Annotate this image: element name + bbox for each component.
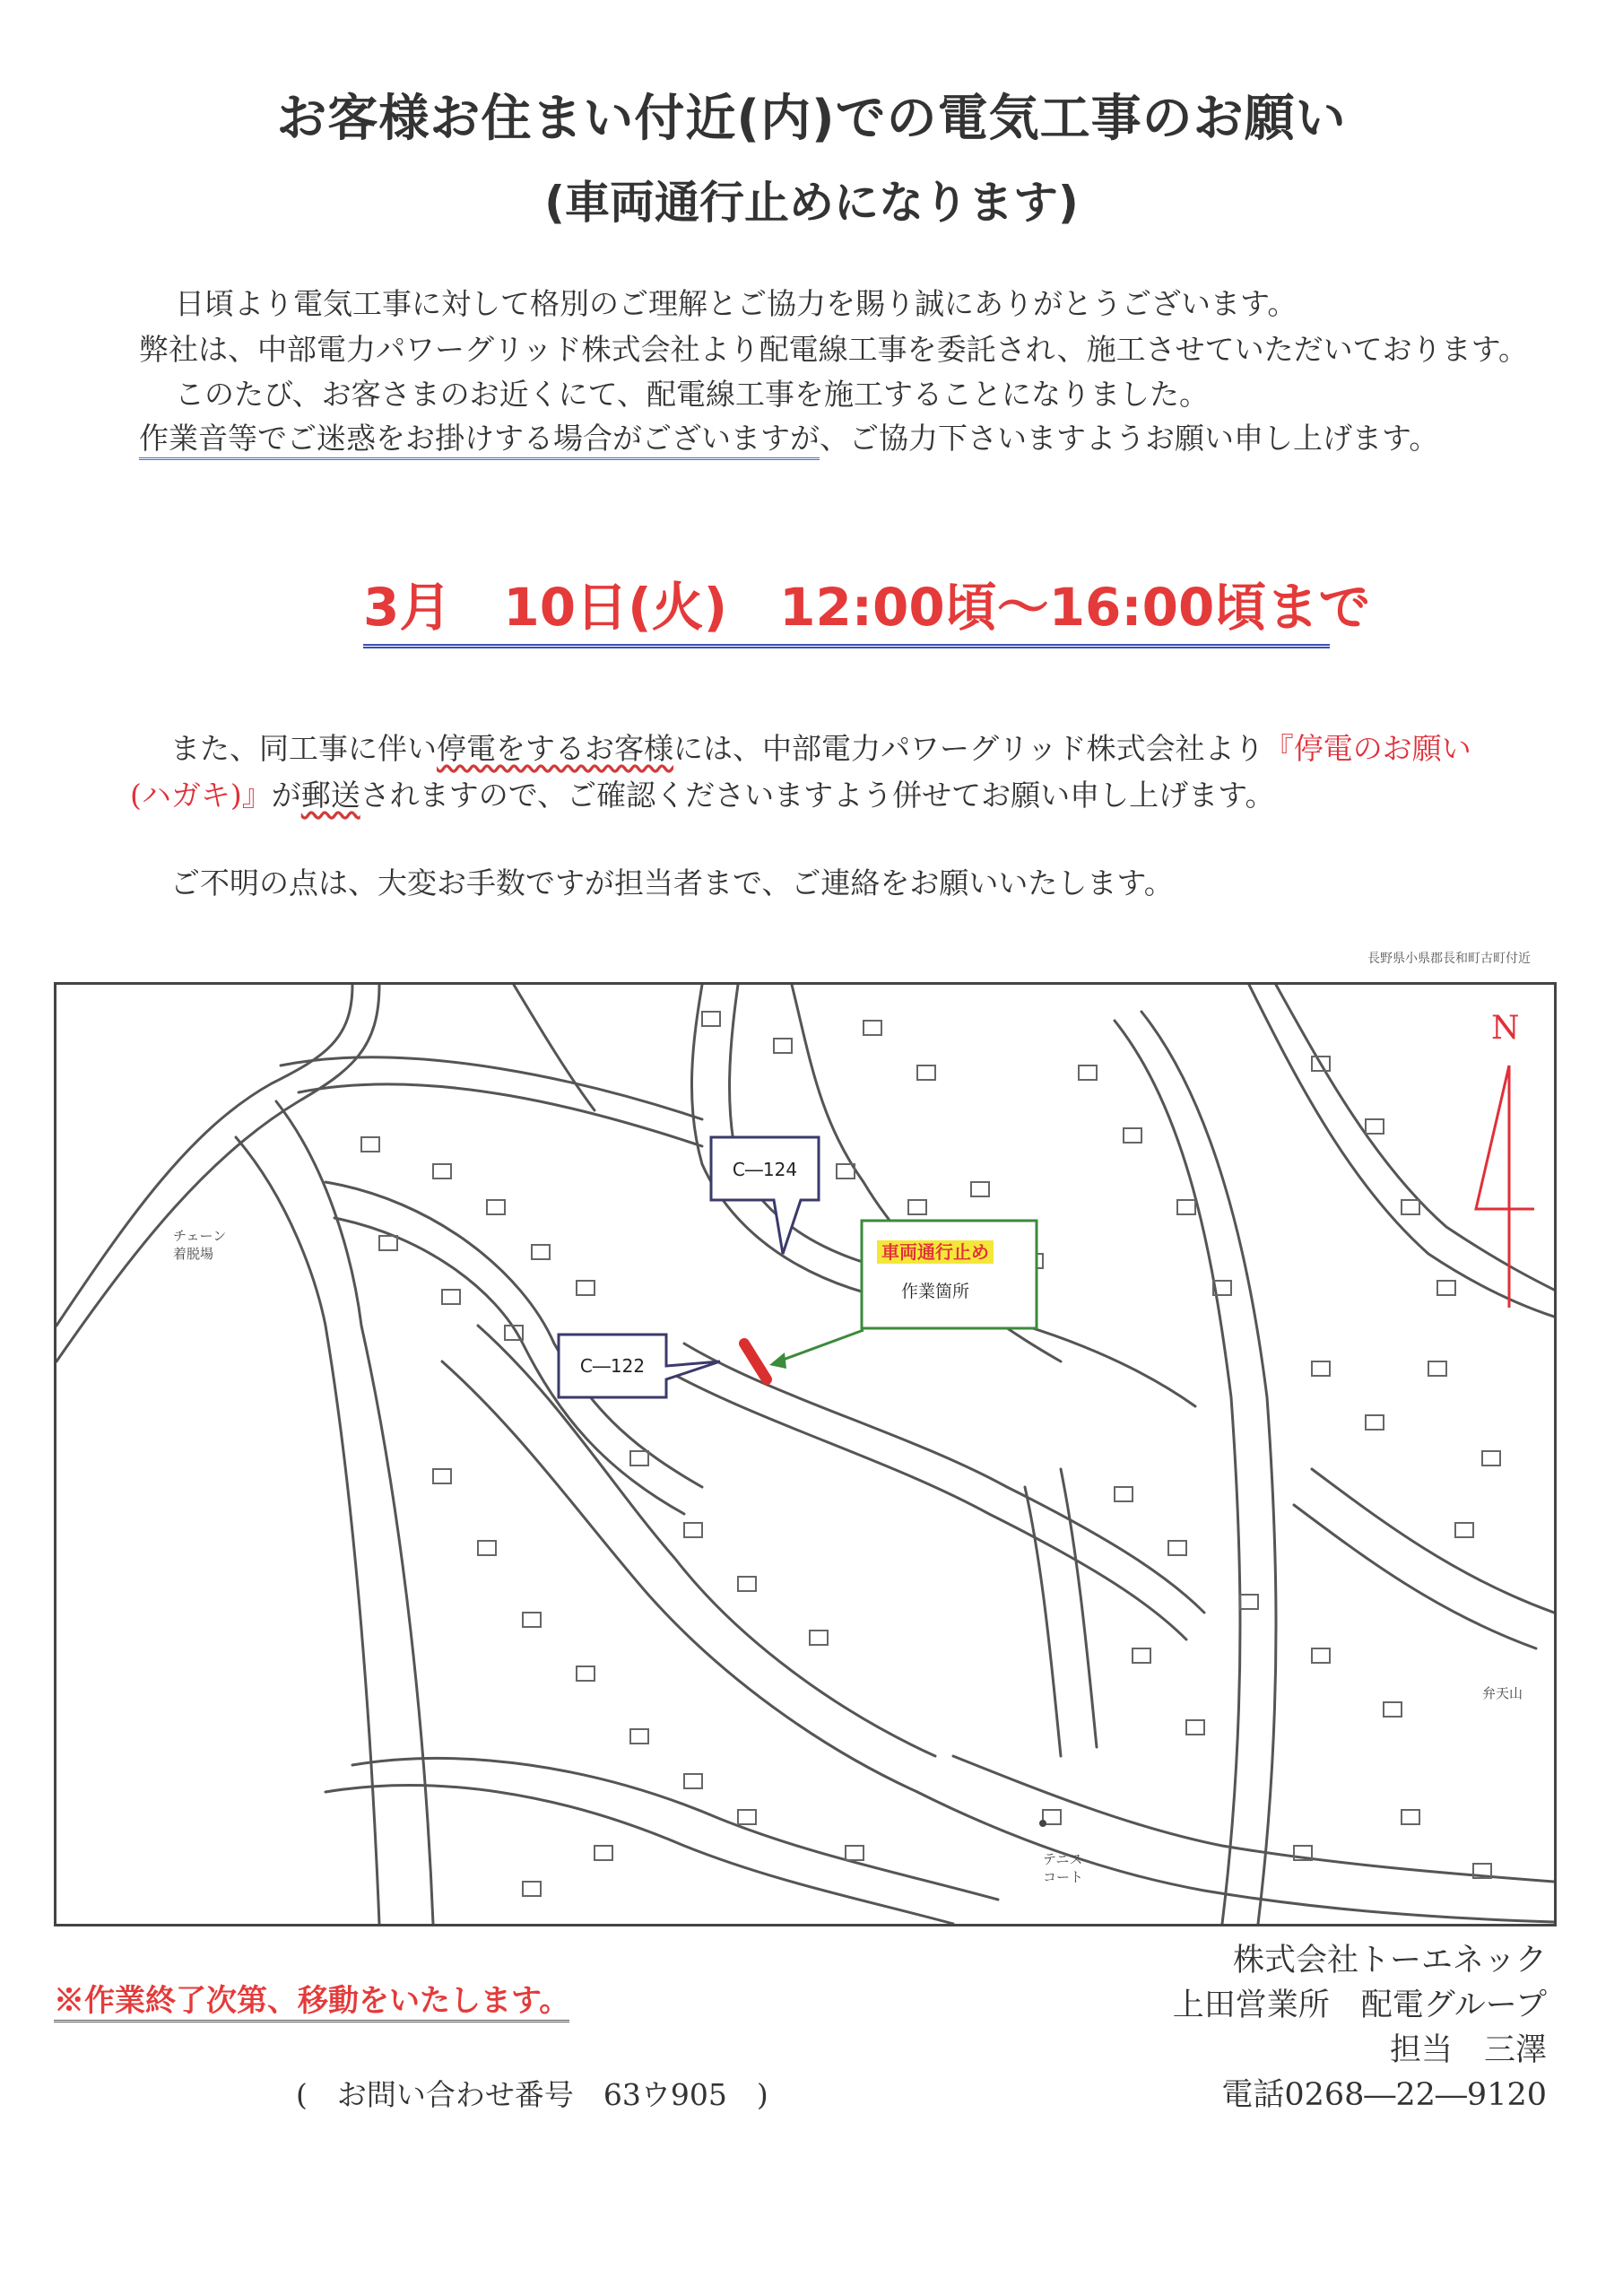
outage-line-2 xyxy=(130,778,1275,813)
tennis-label-2: コート xyxy=(1043,1869,1084,1885)
work-site-arrow xyxy=(769,1330,864,1369)
intro-line-4-rest: 、ご協力下さいますようお願い申し上げます。 xyxy=(820,421,1439,456)
phone-number: 電話0268―22―9120 xyxy=(1221,2077,1547,2113)
intro-line-3: このたび、お客さまのお近くにて、配電線工事を施工することになりました。 xyxy=(175,377,1210,412)
map-roads xyxy=(56,985,1554,1924)
outage-text-a: また、同工事に伴い xyxy=(170,731,437,766)
intro-line-1: 日頃より電気工事に対して格別のご理解とご協力を賜り誠にありがとうございます。 xyxy=(175,286,1298,321)
outage-postcard-title: 『停電のお願い xyxy=(1263,731,1471,766)
intro-line-2: 弊社は、中部電力パワーグリッド株式会社より配電線工事を委託され、施工させていただいております。 xyxy=(139,332,1529,367)
relocation-notice: ※作業終了次第、移動をいたします。 xyxy=(54,1976,569,2022)
page-subtitle: (車両通行止めになります) xyxy=(544,177,1079,229)
benten-label: 弁天山 xyxy=(1482,1685,1523,1701)
outage-text-rest: されますので、ご確認くださいますよう併せてお願い申し上げます。 xyxy=(360,778,1275,813)
noise-warning-text: 作業音等でご迷惑をお掛けする場合がございますが xyxy=(139,421,820,460)
inquiry-number: ( お問い合わせ番号 63ウ905 ) xyxy=(296,2077,768,2112)
parking-label-1: チェーン xyxy=(173,1228,227,1244)
company-name: 株式会社トーエネック xyxy=(1232,1943,1547,1979)
contact-note: ご不明の点は、大変お手数ですが担当者まで、ご連絡をお願いいたします。 xyxy=(170,865,1174,900)
page-title: お客様お住まい付近(内)での電気工事のお願い xyxy=(276,90,1347,148)
north-label: N xyxy=(1491,1010,1520,1047)
site-map-drawing xyxy=(56,985,1554,1924)
outage-mail-text: 郵送 xyxy=(300,778,360,813)
work-schedule: 3月 10日(火) 12:00頃〜16:00頃まで xyxy=(363,565,1330,648)
outage-text-c: には、中部電力パワーグリッド株式会社より xyxy=(673,731,1264,766)
tennis-marker-icon xyxy=(1039,1820,1046,1827)
map-caption: 長野県小県郡長和町古町付近 xyxy=(1367,952,1531,966)
callout-c124 xyxy=(711,1137,819,1254)
work-site-label: 作業箇所 xyxy=(900,1282,970,1301)
outage-postcard-label: (ハガキ)』 xyxy=(130,778,272,813)
road-closure-marker xyxy=(744,1344,767,1379)
work-site-box xyxy=(862,1221,1037,1328)
intro-line-4 xyxy=(139,421,1439,456)
north-arrow-icon xyxy=(1476,1065,1534,1308)
outage-line-1 xyxy=(170,731,1471,766)
callout-c122-label: C―122 xyxy=(579,1355,646,1377)
office-name: 上田営業所 配電グループ xyxy=(1172,1987,1547,2023)
contact-person: 担当 三澤 xyxy=(1389,2032,1547,2068)
callout-c124-label: C―124 xyxy=(732,1159,798,1180)
callout-c122 xyxy=(559,1335,720,1397)
outage-customers-text: 停電をするお客様 xyxy=(437,731,673,766)
outage-text-ga: が xyxy=(271,778,301,813)
road-closure-label: 車両通行止め xyxy=(881,1241,989,1263)
parking-label-2: 着脱場 xyxy=(173,1246,214,1262)
tennis-label-1: テニス xyxy=(1043,1851,1083,1867)
site-map xyxy=(54,982,1557,1926)
